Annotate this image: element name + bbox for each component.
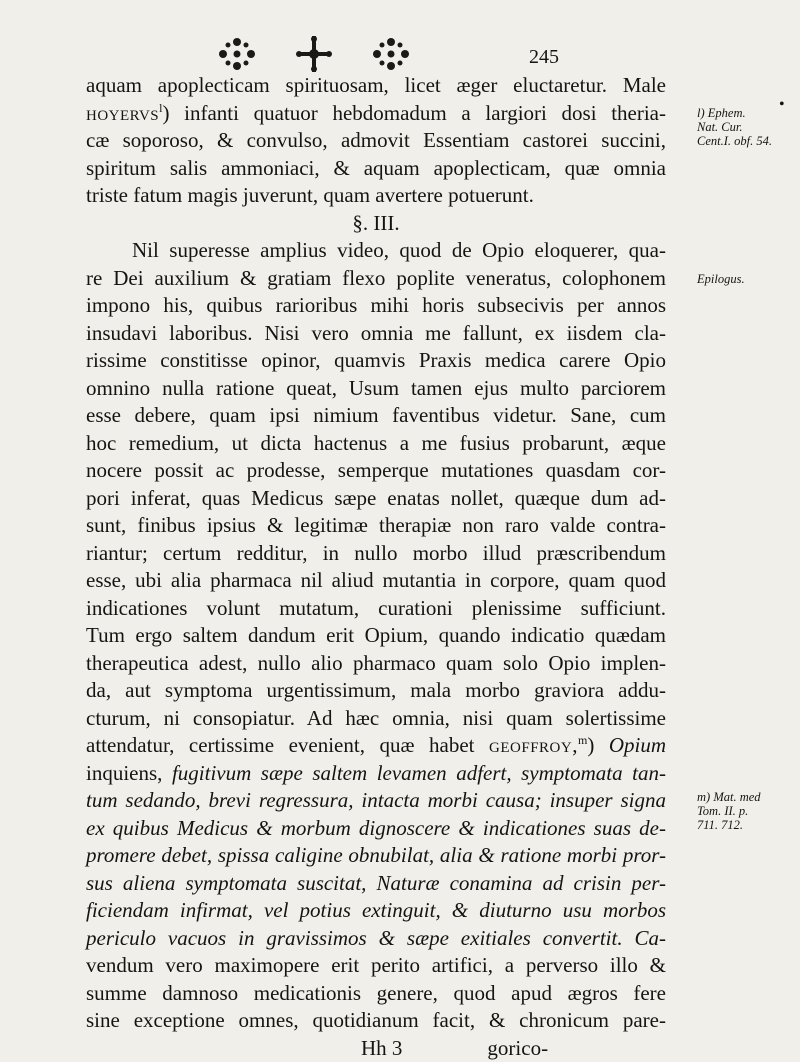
text-line: cæ soporoso, & convulso, admovit Essentiam castorei succini, [86,127,666,155]
text-line: esse, ubi alia pharmaca nil aliud mutantia in corpore, quam quod [86,567,666,595]
edge-mark: • [779,96,785,114]
line-text: attendatur, certissime evenient, quæ habet [86,733,475,757]
margin-note-line: Cent.I. obf. 54. [697,134,772,148]
text-line: ficiendam infirmat, vel potius extinguit, & diuturno usu morbos [86,897,666,925]
signature-mark: Hh 3 [361,1036,402,1060]
text-line: nocere possit ac prodesse, semperque mutationes quasdam cor- [86,457,666,485]
fleuron-icon [214,34,260,74]
text-line: indicationes volunt mutatum, curationi plenissime sufficiunt. [86,595,666,623]
text-line: hoyervs$^l$) infanti quatuor hebdomadum a largiori dosi theria- [86,100,666,128]
text-line: vendum vero maximopere erit perito artifici, a perverso illo & [86,952,666,980]
text-line: rissime constitisse opinor, quamvis Praxis medica carere Opio [86,347,666,375]
margin-note-ephem [697,106,772,148]
text-line: therapeutica adest, nullo alio pharmaco quam solo Opio implen- [86,650,666,678]
text-line: triste fatum magis juverunt, quam avertere potuerunt. [86,182,666,210]
author-name: hoyervs [86,101,159,125]
text-line: sus aliena symptomata suscitat, Naturæ conamina ad crisin per- [86,870,666,898]
page-number: 245 [529,46,559,69]
text-line: ex quibus Medicus & morbum dignoscere & indicationes suas de- [86,815,666,843]
margin-note-line: l) Ephem. [697,106,772,120]
text-line: summe damnoso medicationis genere, quod apud ægros fere [86,980,666,1008]
text-line: sine exceptione omnes, quotidianum facit, & chronicum pare- [86,1007,666,1035]
text-line: promere debet, spissa caligine obnubilat, alia & ratione morbi pror- [86,842,666,870]
margin-note-line: Tom. II. p. [697,804,761,818]
margin-note-line: Nat. Cur. [697,120,772,134]
text-line [86,760,666,788]
quote-text: periculo vacuos in gravissimos & sæpe exitiales convertit. Ca- [86,926,666,950]
margin-note-line: Epilogus. [697,272,745,286]
text-line: attendatur, certissime evenient, quæ habet geoffroy,$^m$) Opium [86,732,666,760]
margin-note-epilogus [697,272,745,286]
header-ornaments [0,34,800,74]
text-line: hoc remedium, ut dicta hactenus a me fusius probarunt, æque [86,430,666,458]
margin-note-line: m) Mat. med [697,790,761,804]
catchword: gorico- [487,1036,548,1060]
margin-note-line: 711. 712. [697,818,761,832]
text-line: riantur; certum redditur, in nullo morbo illud præscribendum [86,540,666,568]
quote-word: Opium [609,733,666,757]
text-line: insudavi laboribus. Nisi vero omnia me fallunt, ex iisdem cla- [86,320,666,348]
text-line: tum sedando, brevi regressura, intacta morbi causa; insuper signa [86,787,666,815]
text-line: esse debere, quam ipsi nimium faventibus videtur. Sane, cum [86,402,666,430]
text-line: Tum ergo saltem dandum erit Opium, quando indicatio quædam [86,622,666,650]
text-line [86,925,666,953]
footer-line [86,1035,666,1062]
quote-text: fugitivum sæpe saltem levamen adfert, symptomata tan- [172,761,666,785]
cross-flower-icon [291,34,337,74]
footnote-ref: l [159,101,162,115]
text-line: aquam apoplecticam spirituosam, licet æger eluctaretur. Male [86,72,666,100]
text-line: Nil superesse amplius video, quod de Opio eloquerer, qua- [86,237,666,265]
margin-note-mat-med [697,790,761,832]
text-line: sunt, finibus ipsius & legitimæ therapiæ non raro valde contra- [86,512,666,540]
text-line: cturum, ni consopiatur. Ad hæc omnia, nisi quam solertissime [86,705,666,733]
line-text: infanti quatuor hebdomadum a largiori dosi theria- [184,101,666,125]
footnote-ref: m [578,733,587,747]
text-line: re Dei auxilium & gratiam flexo poplite veneratus, colophonem [86,265,666,293]
text-line: pori inferat, quas Medicus sæpe enatas nollet, quæque dum ad- [86,485,666,513]
section-heading: §. III. [86,210,666,238]
text-line: impono his, quibus rarioribus mihi horis subsecivis per annos [86,292,666,320]
author-name: geoffroy, [489,733,578,757]
text-line: omnino nulla ratione queat, Usum tamen ejus multo parciorem [86,375,666,403]
body-text [86,72,666,1062]
line-text: inquiens, [86,761,162,785]
fleuron-icon [368,34,414,74]
text-line: spiritum salis ammoniaci, & aquam apoplecticam, quæ omnia [86,155,666,183]
text-line: da, aut symptoma urgentissimum, mala morbo graviora addu- [86,677,666,705]
